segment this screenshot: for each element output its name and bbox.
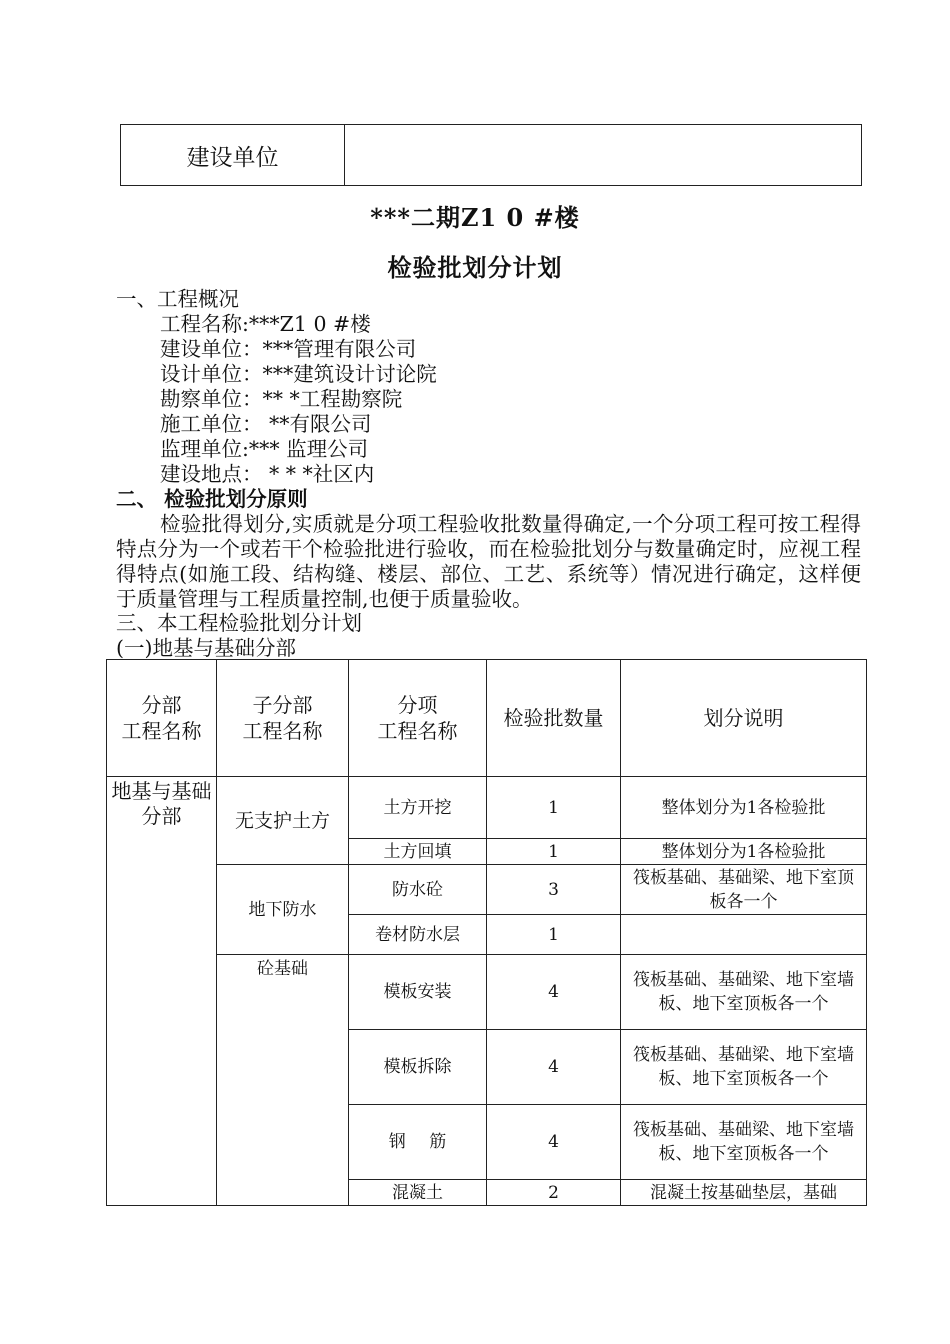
table-row bbox=[107, 865, 867, 915]
section-3-heading: 三、本工程检验批划分计划 bbox=[116, 611, 362, 635]
note-cell: 整体划分为1各检验批 bbox=[621, 839, 867, 865]
note-cell: 筏板基础、基础梁、地下室顶板各一个 bbox=[621, 865, 867, 915]
header-note: 划分说明 bbox=[621, 660, 867, 777]
contractor-line: 施工单位： **有限公司 bbox=[160, 412, 372, 436]
note-cell: 筏板基础、基础梁、地下室墙板、地下室顶板各一个 bbox=[621, 1105, 867, 1180]
table-row bbox=[107, 777, 867, 839]
count-cell: 4 bbox=[487, 1105, 621, 1180]
item-cell: 土方回填 bbox=[349, 839, 487, 865]
document-title: 检验批划分计划 bbox=[387, 253, 563, 282]
item-cell: 卷材防水层 bbox=[349, 915, 487, 955]
construction-unit-value bbox=[345, 125, 862, 186]
construction-unit-table bbox=[120, 124, 862, 186]
count-cell: 1 bbox=[487, 915, 621, 955]
subdivision-cell: 砼基础 bbox=[217, 955, 349, 1206]
note-cell: 筏板基础、基础梁、地下室墙板、地下室顶板各一个 bbox=[621, 955, 867, 1030]
section-2-heading: 二、 检验批划分原则 bbox=[116, 487, 308, 511]
section-2-paragraph: 检验批得划分,实质就是分项工程验收批数量得确定,一个分项工程可按工程得特点分为一个或若干个检验批进行验收，而在检验批划分与数量确定时，应视工程得特点(如施工段、结构缝、楼层、部位、工艺、系统等）情况进行确定，这样便于质量管理与工程质量控制,也便于质量验收。 bbox=[116, 512, 861, 611]
project-title: ***二期Z1 0 #楼 bbox=[370, 203, 580, 232]
header-subdivision: 子分部 工程名称 bbox=[217, 660, 349, 777]
location-line: 建设地点： * * *社区内 bbox=[160, 462, 375, 486]
item-cell: 模板拆除 bbox=[349, 1030, 487, 1105]
designer-line: 设计单位：***建筑设计讨论院 bbox=[160, 362, 437, 386]
section-1-heading: 一、工程概况 bbox=[116, 287, 239, 311]
table-header-row bbox=[107, 660, 867, 777]
header-division: 分部 工程名称 bbox=[107, 660, 217, 777]
item-cell: 防水砼 bbox=[349, 865, 487, 915]
note-cell bbox=[621, 915, 867, 955]
count-cell: 1 bbox=[487, 839, 621, 865]
count-cell: 4 bbox=[487, 1030, 621, 1105]
item-cell: 模板安装 bbox=[349, 955, 487, 1030]
survey-line: 勘察单位：** *工程勘察院 bbox=[160, 387, 403, 411]
item-cell: 钢 筋 bbox=[349, 1105, 487, 1180]
subdivision-cell: 地下防水 bbox=[217, 865, 349, 955]
section-3-subheading: (一)地基与基础分部 bbox=[116, 636, 296, 660]
supervisor-line: 监理单位:*** 监理公司 bbox=[160, 437, 369, 461]
count-cell: 3 bbox=[487, 865, 621, 915]
note-cell: 混凝土按基础垫层，基础 bbox=[621, 1180, 867, 1206]
table-row bbox=[107, 955, 867, 1030]
division-cell: 地基与基础分部 bbox=[107, 777, 217, 1206]
note-cell: 筏板基础、基础梁、地下室墙板、地下室顶板各一个 bbox=[621, 1030, 867, 1105]
project-name-line: 工程名称:***Z1 0 #楼 bbox=[160, 312, 371, 336]
subdivision-cell: 无支护土方 bbox=[217, 777, 349, 865]
construction-unit-label: 建设单位 bbox=[121, 125, 345, 186]
count-cell: 1 bbox=[487, 777, 621, 839]
item-cell: 混凝土 bbox=[349, 1180, 487, 1206]
count-cell: 2 bbox=[487, 1180, 621, 1206]
header-item: 分项 工程名称 bbox=[349, 660, 487, 777]
header-count: 检验批数量 bbox=[487, 660, 621, 777]
note-cell: 整体划分为1各检验批 bbox=[621, 777, 867, 839]
inspection-lot-table bbox=[106, 659, 867, 1206]
builder-line: 建设单位：***管理有限公司 bbox=[160, 337, 417, 361]
item-cell: 土方开挖 bbox=[349, 777, 487, 839]
count-cell: 4 bbox=[487, 955, 621, 1030]
